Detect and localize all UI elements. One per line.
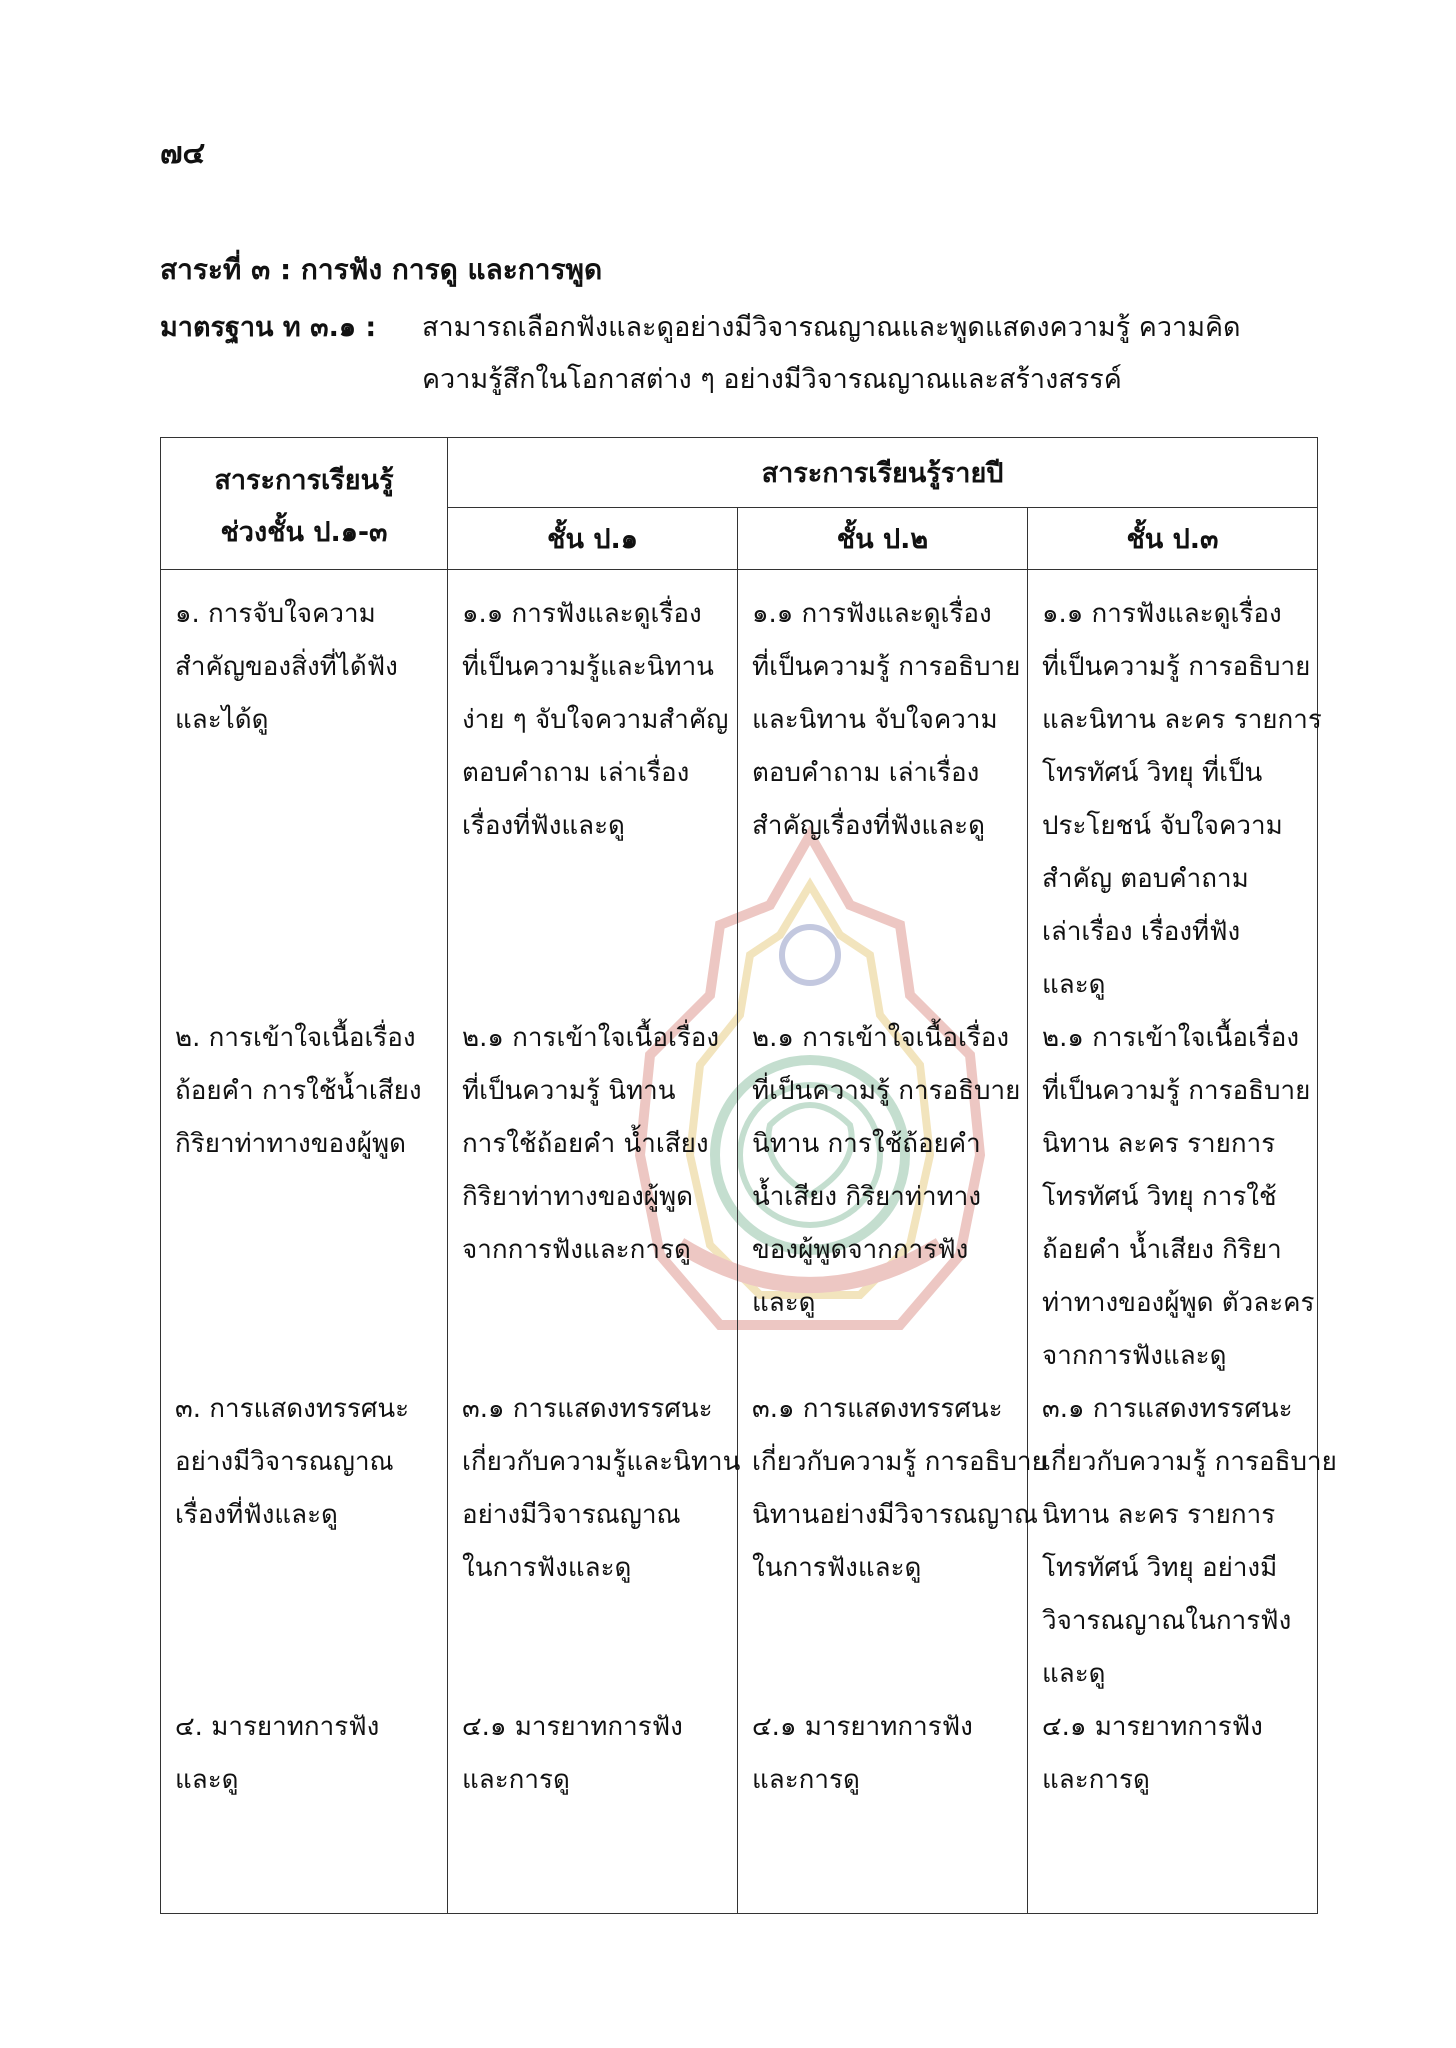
content-line: ที่เป็นความรู้และนิทาน: [462, 652, 714, 682]
content-item: [752, 1012, 1021, 1383]
content-line: ถ้อยคำ น้ำเสียง กิริยา: [1042, 1235, 1282, 1265]
content-line: ท่าทางของผู้พูด ตัวละคร: [1042, 1288, 1315, 1318]
content-line: ๑.๑ การฟังและดูเรื่อง: [1042, 599, 1282, 629]
content-item: [175, 1012, 433, 1383]
content-line: ๑. การจับใจความ: [175, 599, 376, 629]
standard-text: [422, 302, 1320, 406]
content-line: เกี่ยวกับความรู้ การอธิบาย: [752, 1447, 1047, 1477]
content-line: และนิทาน ละคร รายการ: [1042, 705, 1322, 735]
content-item: [1042, 588, 1322, 1012]
content-line: เกี่ยวกับความรู้ การอธิบาย: [1042, 1447, 1337, 1477]
content-line: น้ำเสียง กิริยาท่าทาง: [752, 1182, 982, 1212]
content-line: ที่เป็นความรู้ การอธิบาย: [1042, 1076, 1311, 1106]
content-item: [462, 1012, 723, 1383]
content-line: เล่าเรื่อง เรื่องที่ฟัง: [1042, 917, 1241, 947]
content-line: ๒.๑ การเข้าใจเนื้อเรื่อง: [462, 1023, 720, 1053]
content-item: [1042, 1012, 1315, 1383]
content-item: [462, 588, 729, 1012]
header-strand-line: ช่วงชั้น ป.๑-๓: [220, 516, 388, 548]
content-line: เรื่องที่ฟังและดู: [175, 1500, 338, 1530]
content-line: และดู: [1042, 970, 1106, 1000]
content-line: ที่เป็นความรู้ การอธิบาย: [752, 652, 1021, 682]
content-line: ๔.๑ มารยาทการฟัง: [462, 1712, 683, 1742]
content-line: และดู: [175, 1765, 239, 1795]
content-line: ๑.๑ การฟังและดูเรื่อง: [752, 599, 992, 629]
content-line: ที่เป็นความรู้ การอธิบาย: [752, 1076, 1021, 1106]
content-line: ๓.๑ การแสดงทรรศนะ: [1042, 1394, 1293, 1424]
content-line: และการดู: [1042, 1765, 1150, 1795]
content-line: และนิทาน จับใจความ: [752, 705, 998, 735]
content-line: ๔.๑ มารยาทการฟัง: [1042, 1712, 1263, 1742]
content-line: โทรทัศน์ วิทยุ ที่เป็น: [1042, 758, 1263, 788]
content-item: [175, 1701, 433, 1807]
column-grade-1-content: [448, 570, 741, 1914]
header-grade-2: ชั้น ป.๒: [738, 508, 1028, 570]
content-line: นิทาน การใช้ถ้อยคำ: [752, 1129, 981, 1159]
content-line: จากการฟังและดู: [1042, 1341, 1227, 1371]
header-grade-1: ชั้น ป.๑: [448, 508, 738, 570]
content-line: และได้ดู: [175, 705, 269, 735]
standard-line: ความรู้สึกในโอกาสต่าง ๆ อย่างมีวิจารณญาณและสร้างสรรค์: [422, 364, 1122, 395]
content-line: สำคัญ ตอบคำถาม: [1042, 864, 1249, 894]
curriculum-table: [160, 437, 1337, 1914]
content-line: และการดู: [462, 1765, 570, 1795]
content-line: การใช้ถ้อยคำ น้ำเสียง: [462, 1129, 709, 1159]
strand-title: สาระที่ ๓ : การฟัง การดู และการพูด: [160, 253, 603, 286]
content-line: นิทาน ละคร รายการ: [1042, 1129, 1276, 1159]
content-line: อย่างมีวิจารณญาณ: [175, 1447, 394, 1477]
content-line: โทรทัศน์ วิทยุ อย่างมี: [1042, 1553, 1278, 1583]
content-line: เรื่องที่ฟังและดู: [462, 811, 625, 841]
content-line: ถ้อยคำ การใช้น้ำเสียง: [175, 1076, 422, 1106]
content-line: ๒. การเข้าใจเนื้อเรื่อง: [175, 1023, 416, 1053]
content-line: วิจารณญาณในการฟัง: [1042, 1606, 1292, 1636]
content-line: ๓. การแสดงทรรศนะ: [175, 1394, 410, 1424]
content-line: สำคัญของสิ่งที่ได้ฟัง: [175, 652, 398, 682]
content-line: นิทานอย่างมีวิจารณญาณ: [752, 1500, 1038, 1530]
content-item: [175, 588, 433, 1012]
content-item: [1042, 1383, 1337, 1701]
content-line: ในการฟังและดู: [752, 1553, 922, 1583]
content-item: [752, 588, 1021, 1012]
content-item: [462, 1383, 741, 1701]
content-item: [1042, 1701, 1303, 1807]
content-line: ๒.๑ การเข้าใจเนื้อเรื่อง: [752, 1023, 1010, 1053]
header-grade-3: ชั้น ป.๓: [1028, 508, 1318, 570]
content-item: [752, 1383, 1047, 1701]
content-line: ๑.๑ การฟังและดูเรื่อง: [462, 599, 702, 629]
content-line: กิริยาท่าทางของผู้พูด: [175, 1129, 407, 1159]
content-line: โทรทัศน์ วิทยุ การใช้: [1042, 1182, 1277, 1212]
content-line: ตอบคำถาม เล่าเรื่อง: [752, 758, 980, 788]
content-line: เกี่ยวกับความรู้และนิทาน: [462, 1447, 741, 1477]
content-line: ประโยชน์ จับใจความ: [1042, 811, 1283, 841]
content-line: ที่เป็นความรู้ นิทาน: [462, 1076, 676, 1106]
content-line: จากการฟังและการดู: [462, 1235, 691, 1265]
column-grade-3-content: [1028, 570, 1337, 1914]
content-line: ตอบคำถาม เล่าเรื่อง: [462, 758, 690, 788]
content-line: นิทาน ละคร รายการ: [1042, 1500, 1276, 1530]
header-strand-line: สาระการเรียนรู้: [214, 464, 394, 496]
content-line: และดู: [752, 1288, 816, 1318]
content-line: อย่างมีวิจารณญาณ: [462, 1500, 681, 1530]
column-grade-2-content: [738, 570, 1047, 1914]
header-yearly-content: สาระการเรียนรู้รายปี: [448, 438, 1318, 508]
content-line: และดู: [1042, 1659, 1106, 1689]
content-item: [462, 1701, 723, 1807]
content-line: ๔.๑ มารยาทการฟัง: [752, 1712, 973, 1742]
content-line: ที่เป็นความรู้ การอธิบาย: [1042, 652, 1311, 682]
content-line: สำคัญเรื่องที่ฟังและดู: [752, 811, 985, 841]
content-line: และการดู: [752, 1765, 860, 1795]
content-item: [175, 1383, 433, 1701]
content-line: ๓.๑ การแสดงทรรศนะ: [752, 1394, 1003, 1424]
standard-code: มาตรฐาน ท ๓.๑ :: [160, 312, 377, 343]
column-strand-content: [161, 570, 448, 1914]
content-line: ของผู้พูดจากการฟัง: [752, 1235, 969, 1265]
content-line: ในการฟังและดู: [462, 1553, 632, 1583]
standard-statement: [160, 302, 1320, 406]
content-line: ๓.๑ การแสดงทรรศนะ: [462, 1394, 713, 1424]
content-item: [752, 1701, 1013, 1807]
content-line: ง่าย ๆ จับใจความสำคัญ: [462, 705, 729, 735]
standard-line: สามารถเลือกฟังและดูอย่างมีวิจารณญาณและพูดแสดงความรู้ ความคิด: [422, 312, 1241, 343]
content-line: ๔. มารยาทการฟัง: [175, 1712, 380, 1742]
header-strand-range: [161, 438, 448, 570]
content-line: ๒.๑ การเข้าใจเนื้อเรื่อง: [1042, 1023, 1300, 1053]
page-number: ๗๔: [160, 136, 206, 171]
content-line: กิริยาท่าทางของผู้พูด: [462, 1182, 694, 1212]
